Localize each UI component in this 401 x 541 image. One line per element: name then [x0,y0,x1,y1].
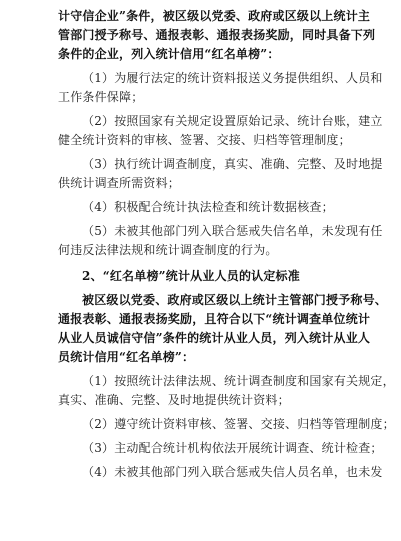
list-item-line: 健全统计资料的审核、签署、交接、归档等管理制度； [58,133,351,147]
paragraph-line: 员统计信用“红名单榜”： [58,350,195,364]
list-item-line: 工作条件保障； [58,90,144,104]
list-item-line: （2）按照国家有关规定设置原始记录、统计台账，建立 [82,114,383,128]
paragraph-line: 通报表彰、通报表扬奖励，且符合以下“统计调查单位统计 [58,312,371,326]
paragraph-line: 从业人员诚信守信”条件的统计从业人员，列入统计从业人 [58,331,371,345]
paragraph-line: 管部门授予称号、通报表彰、通报表扬奖励，同时具备下列 [58,28,376,42]
paragraph-line: 条件的企业，列入统计信用“红名单榜”： [58,47,280,61]
list-item-line: 何违反法律法规和统计调查制度的行为。 [58,243,278,257]
list-item-line: （2）遵守统计资料审核、签署、交接、归档等管理制度； [82,417,395,431]
list-item-line: 真实、准确、完整、及时地提供统计资料； [58,393,290,407]
list-item-line: （1）为履行法定的统计资料报送义务提供组织、人员和 [82,71,383,85]
list-item-line: （3）主动配合统计机构依法开展统计调查、统计检查； [82,441,383,455]
list-item-line: （3）执行统计调查制度，真实、准确、完整、及时地提 [82,157,383,171]
list-item-line: （5）未被其他部门列入联合惩戒失信名单，未发现有任 [82,224,383,238]
paragraph-line: 被区级以党委、政府或区级以上统计主管部门授予称号、 [82,293,388,307]
list-item-line: 供统计调查所需资料； [58,176,181,190]
paragraph-line: 计守信企业”条件，被区级以党委、政府或区级以上统计主 [58,9,371,23]
list-item-line: （1）按照统计法律法规、统计调查制度和国家有关规定， [82,374,395,388]
section-heading: 2、“红名单榜”统计从业人员的认定标准 [82,269,300,283]
list-item-line: （4）未被其他部门列入联合惩戒失信人员名单，也未发 [82,465,383,479]
list-item-line: （4）积极配合统计执法检查和统计数据核查； [82,200,334,214]
